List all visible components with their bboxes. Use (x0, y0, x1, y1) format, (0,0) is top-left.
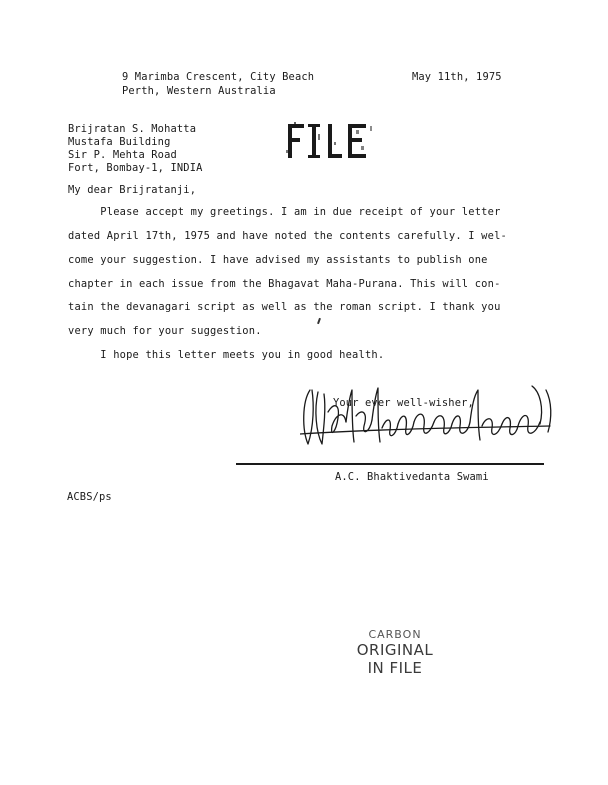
handwritten-signature (300, 382, 560, 452)
ink-speck (317, 318, 321, 324)
recipient-line-2: Mustafa Building (68, 136, 171, 148)
recipient-line-1: Brijratan S. Mohatta (68, 123, 197, 135)
salutation: My dear Brijratanji, (68, 184, 197, 196)
recipient-line-3: Sir P. Mehta Road (68, 149, 177, 161)
signatory-name: A.C. Bhaktivedanta Swami (335, 471, 489, 483)
body-line-5: tain the devanagari script as well as the roman script. I thank you (68, 301, 501, 313)
body-line-1: Please accept my greetings. I am in due receipt of your letter (68, 206, 501, 218)
body-line-3: come your suggestion. I have advised my assistants to publish one (68, 254, 488, 266)
carbon-original-stamp (340, 628, 450, 677)
recipient-line-4: Fort, Bombay-1, INDIA (68, 162, 203, 174)
sender-address-line-2: Perth, Western Australia (122, 85, 276, 97)
carbon-stamp-line-2: ORIGINAL (356, 641, 434, 659)
body-line-6: very much for your suggestion. (68, 325, 262, 337)
reference-initials: ACBS/ps (67, 491, 112, 503)
body-line-2: dated April 17th, 1975 and have noted the contents carefully. I wel- (68, 230, 507, 242)
closing: Your ever well-wisher, (333, 397, 474, 409)
sender-address-line-1: 9 Marimba Crescent, City Beach (122, 71, 315, 83)
carbon-stamp-line-3: IN FILE (367, 659, 423, 677)
body-line-4: chapter in each issue from the Bhagavat Maha-Purana. This will con- (68, 278, 501, 290)
letter-date: May 11th, 1975 (412, 71, 502, 83)
body-line-7: I hope this letter meets you in good health. (68, 349, 385, 361)
file-stamp (282, 120, 374, 164)
carbon-stamp-line-1: CARBON (368, 628, 422, 641)
signature-underline (236, 463, 544, 465)
